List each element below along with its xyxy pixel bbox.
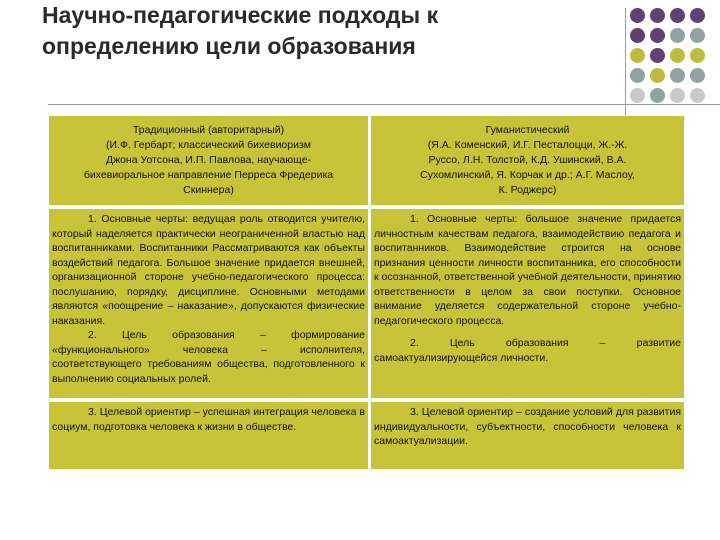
header-humanistic-line: Гуманистический — [485, 124, 570, 136]
decor-dot — [690, 68, 705, 83]
decor-horizontal-line — [48, 104, 720, 105]
decor-dot — [650, 28, 665, 43]
header-humanistic — [370, 116, 685, 206]
traditional-features-cell — [49, 209, 370, 399]
header-traditional-line: (И.Ф. Гербарт; классический бихевиоризм — [105, 139, 312, 151]
decor-dot — [670, 68, 685, 83]
decor-dot — [690, 88, 705, 103]
page-title — [42, 0, 602, 62]
header-traditional-line: Джона Уотсона, И.П. Павлова, научающе- — [105, 154, 312, 166]
traditional-features-text: 1. Основные черты: ведущая роль отводится учителю, который наделяется практически неограниченной властью над воспитанниками. Воспитанники Рассматриваются как объекты воздействий педагога. Большое значение придается внешней, организационной стороне учебно-педагогического процесса: послушанию, порядку, дисциплине. Основными методами являются «поощрение – наказание», допускаются физические наказания. — [52, 213, 365, 327]
traditional-target-cell — [49, 402, 370, 470]
header-humanistic-line: Сухомлинский, Я. Корчак и др.; А.Г. Маслоу, — [420, 169, 635, 181]
header-traditional-line: бихевиоральное направление Перреса Фредерика — [83, 169, 334, 181]
title-line-2: определению цели образования — [42, 33, 416, 59]
humanistic-target-cell — [370, 402, 685, 470]
decor-dot — [630, 68, 645, 83]
humanistic-features-text: 1. Основные черты: большое значение придается личностным качествам педагога, взаимодействию педагога и воспитанников. Взаимодействие строится на основе признания ценности личности воспитанника, его способности к осознанной, ответственной учебной деятельности, принятию ответственности в целом за свои поступки. Основное внимание уделяется содержательной стороне учебно-педагогического процесса. — [374, 213, 681, 327]
decor-dot — [650, 8, 665, 23]
decor-dot — [670, 48, 685, 63]
decor-dot — [630, 88, 645, 103]
header-humanistic-line: Руссо, Л.Н. Толстой, К.Д. Ушинский, В.А. — [428, 154, 627, 166]
decor-dot — [670, 28, 685, 43]
header-humanistic-line: К. Роджерс) — [498, 184, 557, 196]
header-traditional — [49, 116, 370, 206]
decor-dot — [690, 48, 705, 63]
decor-dot — [670, 88, 685, 103]
decor-dot — [670, 8, 685, 23]
comparison-table — [48, 115, 685, 470]
title-line-1: Научно-педагогические подходы к — [42, 2, 439, 28]
header-traditional-line: Традиционный (авторитарный) — [132, 124, 285, 136]
decor-dot — [630, 8, 645, 23]
decor-vertical-line — [625, 8, 626, 126]
table-header-row — [49, 116, 685, 206]
table-row-features — [49, 209, 685, 399]
decor-dot — [690, 28, 705, 43]
decor-dot — [650, 88, 665, 103]
header-traditional-line: Скиннера) — [183, 184, 234, 196]
table-row-target — [49, 402, 685, 470]
decor-dot — [650, 48, 665, 63]
header-humanistic-line: (Я.А. Коменский, И.Г. Песталоцци, Ж.-Ж. — [427, 139, 628, 151]
humanistic-features-cell — [370, 209, 685, 399]
decor-dot — [650, 68, 665, 83]
decor-dot — [630, 28, 645, 43]
humanistic-goal-text: 2. Цель образования – развитие самоактуализирующейся личности. — [374, 337, 681, 364]
traditional-goal-text: 2. Цель образования – формирование «функционального» человека – исполнителя, соответствующего требованиям общества, подготовленного к выполнению социальных ролей. — [52, 329, 365, 385]
decor-dot — [690, 8, 705, 23]
traditional-target-text: 3. Целевой ориентир – успешная интеграция человека в социум, подготовка человека к жизни в обществе. — [52, 406, 365, 433]
humanistic-target-text: 3. Целевой ориентир – создание условий для развития индивидуальности, субъектности, способности человека к самоактуализации. — [374, 406, 681, 447]
decor-dot — [630, 48, 645, 63]
